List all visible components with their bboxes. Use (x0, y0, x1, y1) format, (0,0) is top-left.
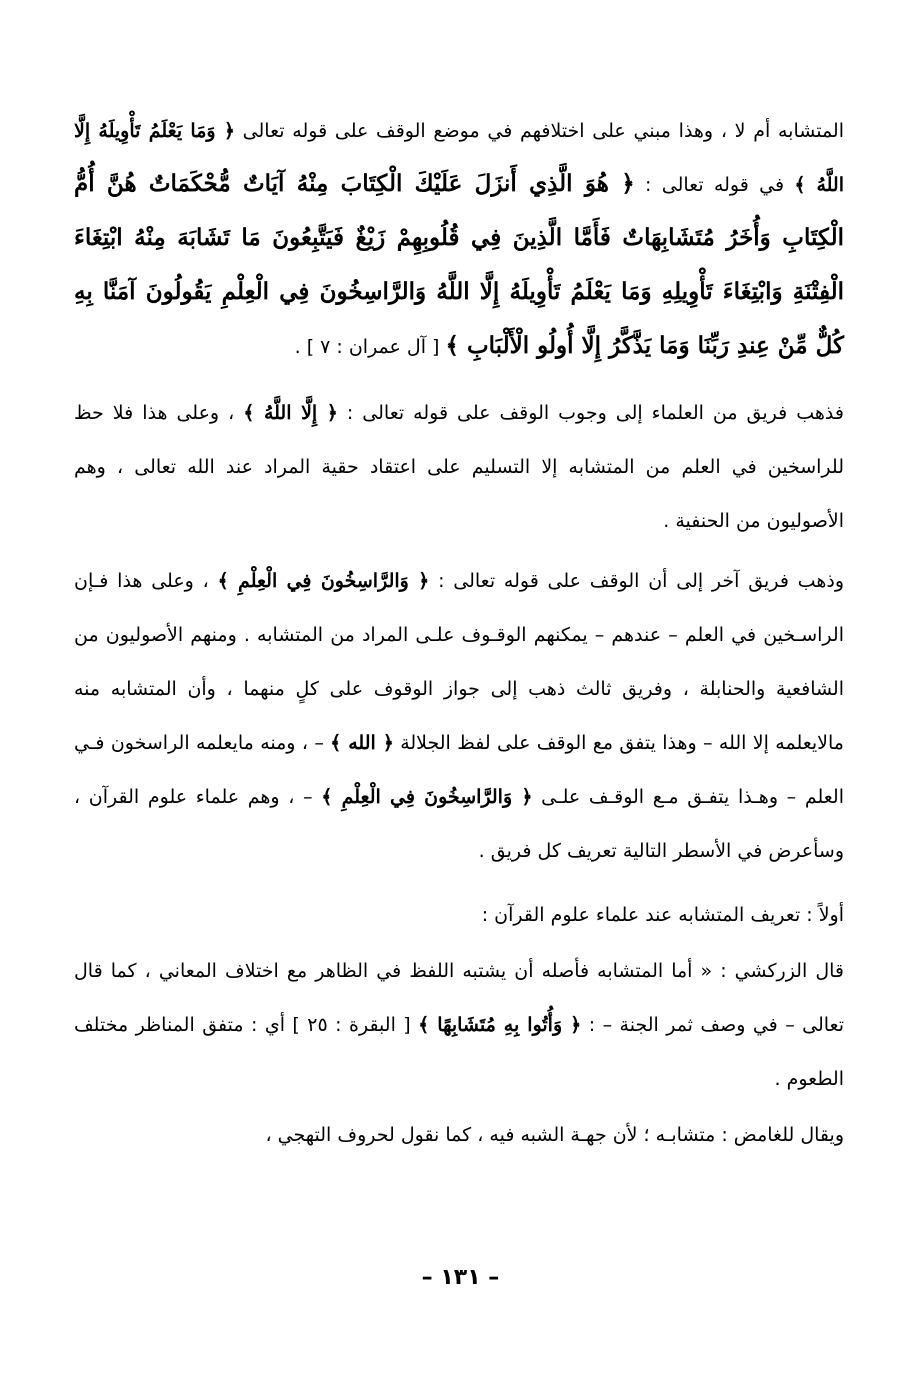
paragraph-5 (74, 944, 844, 1106)
paragraph-6 (74, 1108, 844, 1162)
quran-verse: ﴿ وَأُتُوا بِهِ مُتَشَابِهًا ﴾ (418, 1014, 582, 1036)
quran-verse: ﴿ إِلَّا اللَّهُ ﴾ (243, 402, 338, 424)
text-run: قال الزركشي : « أما المتشابه فأصله أن يشتبه اللفظ في الظاهر مع اختلاف المعاني ، كما قال تعالى – في وصف ثمر الجنة – : (74, 960, 844, 1036)
paragraph-2 (74, 386, 844, 548)
paragraph-1 (74, 104, 844, 374)
quran-verse-block: ﴿ هُوَ الَّذِي أَنزَلَ عَلَيْكَ الْكِتَابَ مِنْهُ آيَاتٌ مُّحْكَمَاتٌ هُنَّ أُمُّ الْكِتَابِ وَأُخَرُ مُتَشَابِهَاتٌ فَأَمَّا الَّذِينَ فِي قُلُوبِهِمْ زَيْغٌ فَيَتَّبِعُونَ مَا تَشَابَهَ مِنْهُ ابْتِغَاءَ الْفِتْنَةِ وَابْتِغَاءَ تَأْوِيلِهِ وَمَا يَعْلَمُ تَأْوِيلَهُ إِلَّا اللَّهُ وَالرَّاسِخُونَ فِي الْعِلْمِ يَقُولُونَ آمَنَّا بِهِ كُلٌّ مِّنْ عِندِ رَبِّنَا وَمَا يَذَّكَّرُ إِلَّا أُولُو الْأَلْبَابِ ﴾ (74, 170, 844, 359)
paragraph-3 (74, 554, 844, 878)
text-run: وذهب فريق آخر إلى أن الوقف على قوله تعالى : (429, 570, 844, 592)
page-number: – ١٣١ – (421, 1265, 500, 1290)
quran-verse: ﴿ وَالرَّاسِخُونَ فِي الْعِلْمِ ﴾ (321, 786, 533, 808)
text-run: في قوله تعالى : (634, 174, 795, 196)
quran-verse: ﴿ الله ﴾ (330, 732, 394, 754)
text-run: ، وعلى هذا فلا حظ للراسخين في العلم من المتشابه إلا التسليم على اعتقاد حقية المراد عند الله تعالى ، وهم الأصوليون من الحنفية . (74, 402, 844, 532)
text-run: المتشابه أم لا ، وهذا مبني على اختلافهم في موضع الوقف على قوله تعالى (234, 120, 844, 142)
quran-verse: ﴿ وَمَا يَعْلَمُ تَأْوِيلَهُ إِلَّا اللَّهُ ﴾ (74, 120, 844, 196)
citation: [ آل عمران : ٧ ] . (294, 336, 446, 358)
text-run: ، وعلى هذا فـإن الراسـخين في العلم – عندهم – يمكنهم الوقـوف علـى المراد من المتشابه . ومنهم الأصوليون من الشافعية والحنابلة ، وفريق ثالث ذهب إلى جواز الوقوف على كلٍ منهما ، وأن المتشابه منه مالايعلمه إلا الله – وهذا يتفق مع الوقف على لفظ الجلالة (74, 570, 844, 754)
page-body (74, 104, 844, 1162)
heading-text: أولاً : تعريف المتشابه عند علماء علوم القرآن : (481, 904, 844, 926)
text-run: فذهب فريق من العلماء إلى وجوب الوقف على قوله تعالى : (337, 402, 844, 424)
text-run: – ، وهم علماء علوم القرآن ، وسأعرض في الأسطر التالية تعريف كل فريق . (74, 786, 844, 862)
text-run: [ البقرة : ٢٥ ] أي : متفق المناظر مختلف الطعوم . (74, 1014, 844, 1090)
section-heading (74, 888, 844, 942)
text-run: – ، ومنه مايعلمه الراسخون فـي العلم – وهـذا يتفـق مـع الوقـف علـى (74, 732, 844, 808)
text-run: ويقال للغامض : متشابـه ؛ لأن جهـة الشبه فيه ، كما نقول لحروف التهجي ، (265, 1124, 844, 1146)
quran-verse: ﴿ وَالرَّاسِخُونَ فِي الْعِلْمِ ﴾ (217, 570, 430, 592)
